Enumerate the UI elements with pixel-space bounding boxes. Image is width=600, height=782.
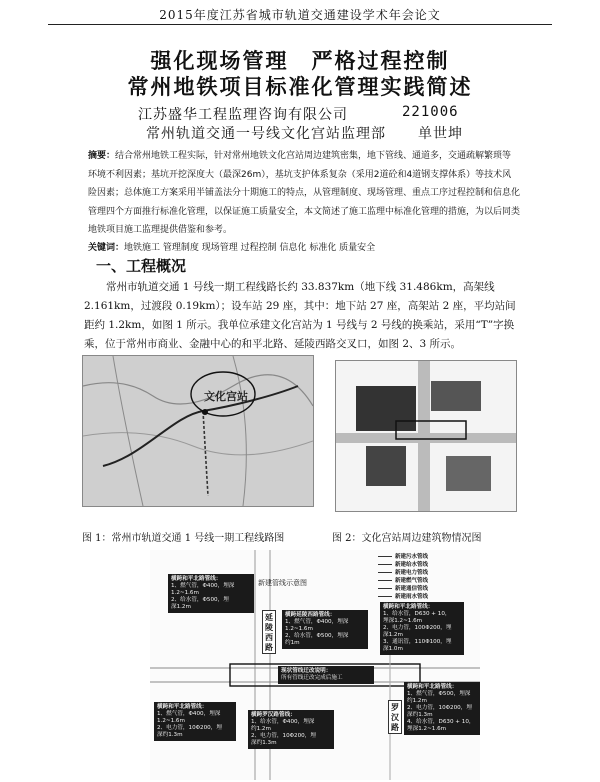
fig3-title: 新建管线示意图 <box>258 579 307 587</box>
figure-3-pipelines <box>150 550 480 780</box>
fig3-callout: 横跨和平北路管线： 1、燃气管，Φ500，埋深 约1.2m 2、电力管，10Φ200，埋 深约1.3m 4、给水管，D630 + 10， 埋深1.2~1.6m <box>404 682 480 735</box>
fig3-callout: 横跨和平北路管线： 1、燃气管，Φ400，埋深 1.2~1.6m 2、电力管，10Φ200，埋 深约1.3m <box>154 702 236 741</box>
affiliation-org: 江苏盛华工程监理咨询有限公司 <box>138 107 348 123</box>
paper-title-line1: 强化现场管理 严格过程控制 <box>150 49 450 73</box>
fig3-callout: 现状管线迁改说明： 所有管线迁改完成后施工 <box>278 666 374 684</box>
figure-2-surroundings <box>335 360 517 512</box>
fig3-road-luohan: 罗汉路 <box>388 700 402 734</box>
fig3-callout: 横跨罗汉路管线： 1、给水管，Φ400，埋深 约1.2m 2、电力管，10Φ200，埋 深约1.3m <box>248 710 334 749</box>
keywords-label: 关键词： <box>88 243 125 253</box>
fig3-road-yanling: 延陵西路 <box>262 610 276 654</box>
figure-1-caption: 图 1：常州市轨道交通 1 号线一期工程线路图 <box>82 533 285 544</box>
fig3-callout: 横跨和平北路管线： 1、燃气管，Φ400，埋深 1.2~1.6m 2、给水管，Φ500，埋 深1.2m <box>168 574 254 613</box>
legend-item: 新建污水管线 <box>378 552 428 560</box>
fig3-legend <box>378 552 428 600</box>
line-map-graphic <box>83 356 313 506</box>
legend-item: 新建通信管线 <box>378 584 428 592</box>
keywords-text: 地铁施工 管理制度 现场管理 过程控制 信息化 标准化 质量安全 <box>124 243 376 253</box>
header-rule <box>48 24 552 25</box>
affiliation-postcode: 221006 <box>402 104 459 120</box>
abstract-label: 摘要： <box>88 151 116 161</box>
fig3-callout: 横跨延陵西路管线： 1、燃气管，Φ400，埋深 1.2~1.6m 2、给水管，Φ500，埋深 约1m <box>282 610 368 649</box>
author-name: 单世坤 <box>418 126 463 142</box>
abstract-text: 结合常州地铁工程实际，针对常州地铁文化宫站周边建筑密集，地下管线、通道多，交通疏解繁琐等环境不利因素；基坑开挖深度大（最深26m），基坑支护体系复杂（采用2道砼和4道钢支撑体系）等技术风险因素；总体施工方案采用半铺盖法分十期施工的特点，从管理制度、现场管理、重点工序过程控制和信息化管理四个方面推行标准化管理，以保证施工质量安全，本文简述了施工监理中标准化管理的措施，为以后同类地铁项目施工监理提供借鉴和参考。 <box>88 151 521 235</box>
running-header: 2015年度江苏省城市轨道交通建设学术年会论文 <box>159 8 441 22</box>
legend-item: 新建给水管线 <box>378 560 428 568</box>
abstract <box>88 147 520 240</box>
affiliation-dept: 常州轨道交通一号线文化宫站监理部 <box>146 126 386 142</box>
section-paragraph: 常州市轨道交通 1 号线一期工程线路长约 33.837km（地下线 31.486km，高架线 2.161km，过渡段 0.19km）；设车站 29 座，其中：地下站 27 座，高架站 2 座，平均站间距约 1.2km，如图 1 所示。我单位承建文化宫站为 1 号线与 2 号线的换乘站，采用“T”字换乘，位于常州市商业、金融中心的和平北路、延陵西路交叉口，如图 2、3 所示。 <box>84 281 516 350</box>
figure-1-line-map <box>82 355 314 507</box>
legend-item: 新建雨水管线 <box>378 592 428 600</box>
fig3-callout: 横跨和平北路管线： 1、给水管，D630 + 10， 埋深1.2~1.6m 2、电力管，100Φ200，埋 深1.2m 3、通讯管，110Φ100，埋 深1.0m <box>380 602 464 655</box>
figure-2-caption: 图 2：文化宫站周边建筑物情况图 <box>332 533 482 544</box>
legend-item: 新建燃气管线 <box>378 576 428 584</box>
keywords <box>88 240 520 253</box>
legend-item: 新建电力管线 <box>378 568 428 576</box>
paper-title-line2: 常州地铁项目标准化管理实践简述 <box>127 75 473 99</box>
surroundings-graphic <box>336 361 516 511</box>
fig1-station-label: 文化宫站 <box>204 390 248 403</box>
section-heading: 一、工程概况 <box>96 257 187 275</box>
